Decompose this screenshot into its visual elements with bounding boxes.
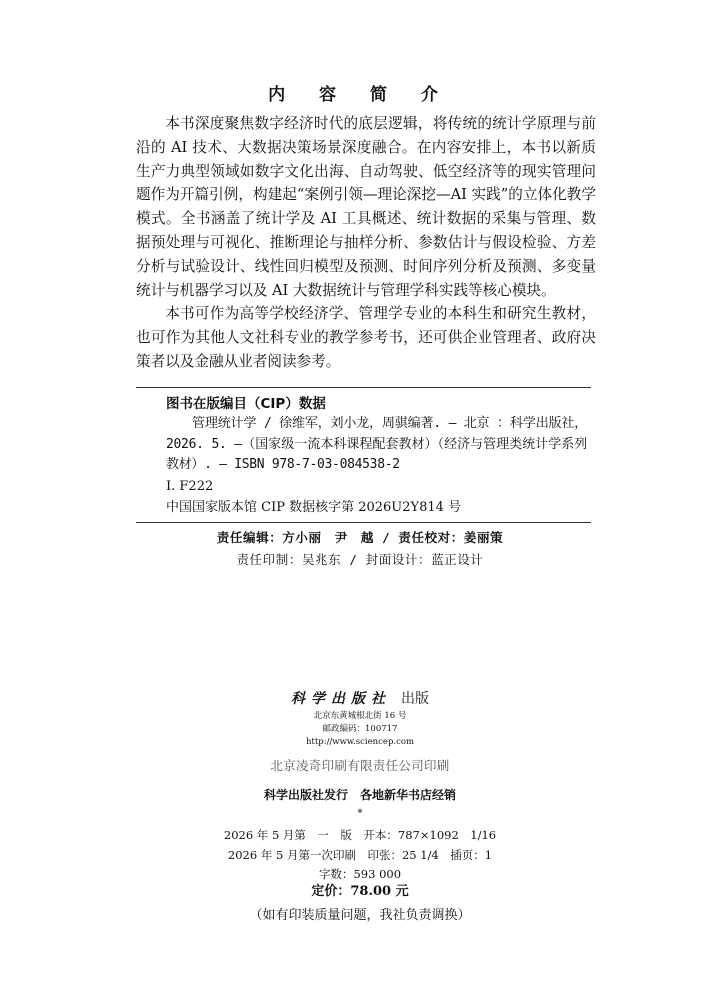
cip-record-number: 中国国家版本馆 CIP 数据核字第 2026U2Y814 号 xyxy=(166,499,462,515)
publisher-logo: 科学出版社 xyxy=(291,691,391,707)
edition-line-1: 2026 年 5 月第 一 版 开本：787×1092 1/16 xyxy=(223,828,497,842)
publisher-address: 北京东黄城根北街 16 号 xyxy=(313,711,407,721)
cip-heading: 图书在版编目（CIP）数据 xyxy=(166,396,326,412)
edition-line-2: 2026 年 5 月第一次印刷 印张：25 1/4 插页：1 xyxy=(227,847,493,862)
editors-block xyxy=(0,527,720,571)
page-title: 内 容 简 介 xyxy=(268,85,452,105)
price: 定价：78.00 元 xyxy=(311,884,409,899)
edition-line-3: 字数：593 000 xyxy=(318,867,402,881)
publisher-action: 出版 xyxy=(401,691,429,707)
cip-body: 管理统计学 / 徐维军，刘小龙，周骐编著. — 北京 ：科学出版社，2026. 5. —（国家级一流本科课程配套教材）（经济与管理类统计学系列教材）. — ISBN 978-7-03-084538-2 xyxy=(166,416,587,472)
cip-classification: Ⅰ. F222 xyxy=(166,478,214,494)
content-summary xyxy=(136,112,596,374)
publisher-url: http://www.sciencep.com xyxy=(305,737,415,747)
editors-line-2: 责任印制：吴兆东 / 封面设计：蓝正设计 xyxy=(236,552,484,567)
quality-notice: （如有印装质量问题，我社负责调换） xyxy=(249,908,471,923)
summary-paragraph-2: 本书可作为高等学校经济学、管理学专业的本科生和研究生教材，也可作为其他人文社科专业的教学参考书，还可供企业管理者、政府决策者以及金融从业者阅读参考。 xyxy=(136,305,596,370)
summary-paragraph-1: 本书深度聚焦数字经济时代的底层逻辑，将传统的统计学原理与前沿的 AI 技术、大数据决策场景深度融合。在内容安排上，本书以新质生产力典型领域如数字文化出海、自动驾驶、低空经济等的现实管理问题作为开篇引例，构建起“案例引领—理论深挖—AI 实践”的立体化教学模式。全书涵盖了统计学及 AI 工具概述、统计数据的采集与管理、数据预处理与可视化、推断理论与抽样分析、参数估计与假设检验、方差分析与试验设计、线性回归模型及预测、时间序列分析及预测、多变量统计与机器学习以及 AI 大数据统计与管理学科实践等核心模块。 xyxy=(136,115,596,299)
printer: 北京凌奇印刷有限责任公司印刷 xyxy=(270,758,450,773)
publisher-line xyxy=(0,688,720,710)
edition-info xyxy=(0,826,720,885)
distribution: 科学出版社发行 各地新华书店经销 xyxy=(263,788,456,802)
publisher-postcode: 邮政编码：100717 xyxy=(322,724,398,734)
publisher-block xyxy=(0,688,720,822)
cip-data-block xyxy=(136,387,591,523)
separator-star: * xyxy=(357,808,363,819)
editors-line-1: 责任编辑：方小丽 尹 越 / 责任校对：姜丽策 xyxy=(216,530,504,545)
